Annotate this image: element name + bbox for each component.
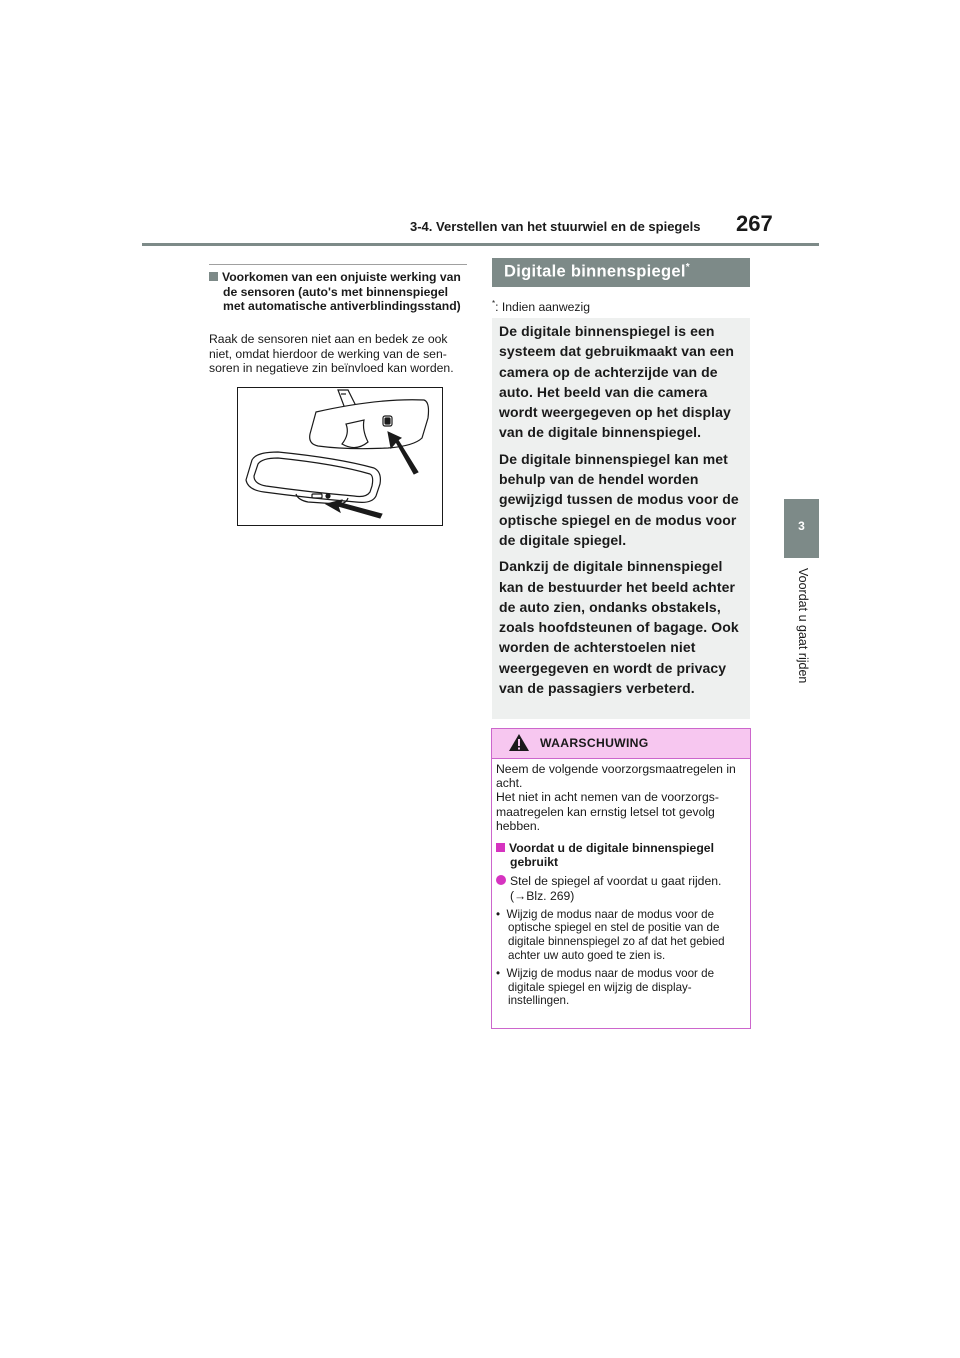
- warning-intro: Neem de volgende voorzorgsmaatregelen in acht.: [496, 762, 736, 791]
- page-number: 267: [736, 211, 773, 236]
- footnote-mark: *: [492, 299, 496, 308]
- left-section-rule: [209, 264, 467, 265]
- header-rule: [142, 243, 819, 246]
- summary-paragraph: De digitale binnenspiegel kan met behulp van de hendel worden gewijzigd tussen de modus voor de optische spiegel en de modus voor de digitale spiegel.: [499, 450, 739, 548]
- warning-point: [496, 874, 742, 902]
- section-title-text: Digitale binnenspiegel: [504, 262, 686, 281]
- left-section-body: Raak de sensoren niet aan en bedek ze ook niet, omdat hierdoor de werking van de sensoren in negatieve zin beïnvloed kan worden.: [209, 332, 454, 375]
- left-section-heading: [209, 270, 469, 314]
- mirror-sensor-illustration: [237, 387, 443, 526]
- warning-triangle-icon: [508, 733, 530, 752]
- availability-footnote: [492, 299, 590, 314]
- chapter-number: 3: [798, 519, 805, 533]
- left-heading-text: Voorkomen van een onjuiste werking van de sensoren (auto's met binnenspiegel met automatische antiverblindingsstand): [222, 270, 461, 313]
- section-title: [504, 262, 690, 282]
- warning-point-text: Stel de spiegel af voordat u gaat rijden.: [510, 874, 722, 889]
- summary-text: [499, 321, 745, 704]
- warning-subheading: [496, 841, 742, 869]
- summary-paragraph: De digitale binnenspiegel is een systeem dat gebruikmaakt van een camera op de achterzijde van de auto. Het beeld van die camera wordt weergegeven op het display van de digitale binnenspiegel.: [499, 323, 735, 441]
- square-bullet-icon: [209, 272, 218, 281]
- warning-bullet-text: Wijzig de modus naar de modus voor de optische spiegel en stel de positie van de digitale binnenspiegel zo af dat het gebied achter uw auto goed te zien is.: [506, 907, 725, 962]
- footnote-text: : Indien aanwezig: [495, 300, 590, 315]
- round-bullet-icon: [496, 875, 506, 885]
- warning-subheading-text: Voordat u de digitale binnenspiegel gebruikt: [509, 841, 714, 870]
- running-header-title: 3-4. Verstellen van het stuurwiel en de spiegels: [410, 219, 701, 234]
- warning-bullet-text: Wijzig de modus naar de modus voor de digitale spiegel en wijzig de display-instellingen.: [506, 967, 715, 1008]
- warning-body: [496, 762, 742, 1008]
- mirror-sensor-drawing: [238, 388, 442, 525]
- square-bullet-icon: [496, 843, 505, 852]
- warning-intro: Het niet in acht nemen van de voorzorgsmaatregelen kan ernstig letsel tot gevolg hebben.: [496, 790, 719, 833]
- chapter-title: Voordat u gaat rijden: [796, 568, 810, 684]
- summary-paragraph: Dankzij de digitale binnenspiegel kan de bestuurder het beeld achter de auto zien, ondanks obstakels, zoals hoofdsteunen of bagage. Ook worden de achterstoelen niet weergegeven en wordt de privacy van de passagiers verbeterd.: [499, 558, 739, 697]
- warning-bullet: • Wijzig de modus naar de modus voor de optische spiegel en stel de positie van de digitale binnenspiegel zo af dat het gebied achter uw auto goed te zien is.: [496, 907, 725, 962]
- warning-bullet: • Wijzig de modus naar de modus voor de digitale spiegel en wijzig de display-instellingen.: [496, 967, 715, 1008]
- section-title-mark: *: [685, 262, 690, 273]
- warning-title: WAARSCHUWING: [540, 736, 649, 750]
- warning-header-rule: [492, 758, 750, 759]
- chapter-title-vertical: [796, 568, 814, 698]
- page-reference: (→Blz. 269): [510, 888, 575, 903]
